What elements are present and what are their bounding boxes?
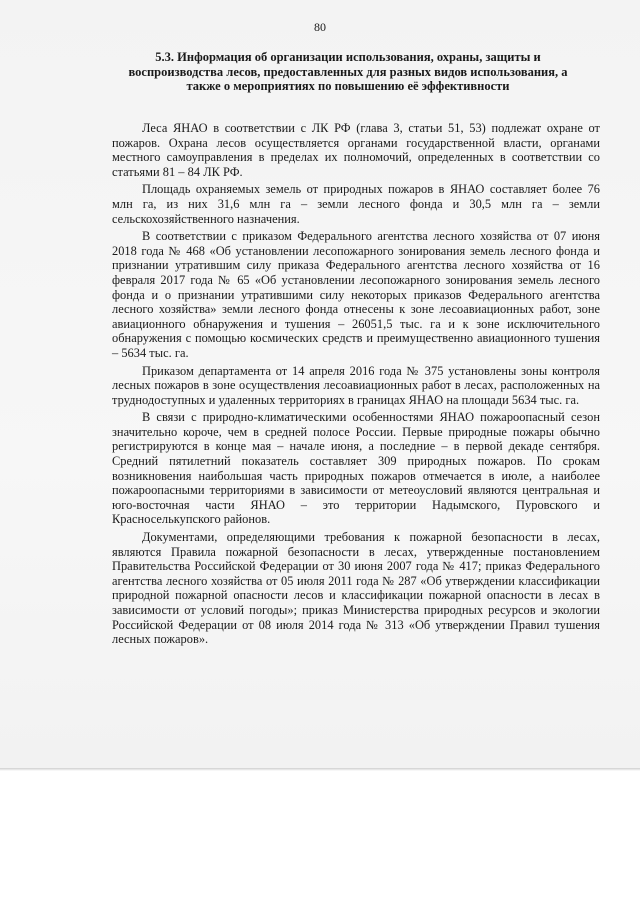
page-number: 80 [314,20,326,34]
body-text [112,121,600,647]
paragraph-control-zones: Приказом департамента от 14 апреля 2016 года № 375 установлены зоны контроля лесных пожаров в зоне осуществления лесоавиационных работ в лесах, расположенных на труднодоступных и удаленных территориях в границах ЯНАО на площади 5634 тыс. га. [112,363,600,407]
paragraph-protected-area: Площадь охраняемых земель от природных пожаров в ЯНАО составляет более 76 млн га, из них 31,6 млн га – земли лесного фонда и 30,5 млн га – земли сельскохозяйственного назначения. [112,182,600,226]
paragraph-fire-zoning: В соответствии с приказом Федерального агентства лесного хозяйства от 07 июня 2018 года № 468 «Об установлении лесопожарного зонирования земель лесного фонда и признании утратившим силу приказа Федерального агентства лесного хозяйства от 16 февраля 2017 года № 65 «Об установлении лесопожарного зонирования земель лесного фонда и о признании утратившими силу некоторых приказов Федерального агентства лесного хозяйства» земли лесного фонда отнесены к зоне лесоавиационных работ, зоне авиационного обнаружения и тушения – 26051,5 тыс. га и к зоне исключительного обнаружения с помощью космических средств и преимущественно авиационного тушения – 5634 тыс. га. [112,229,600,360]
paragraph-fire-season: В связи с природно-климатическими особенностями ЯНАО пожароопасный сезон значительно короче, чем в средней полосе России. Первые природные пожары обычно регистрируются в конце мая – начале июня, а последние – в первой декаде сентября. Средний пятилетний показатель составляет 309 природных пожаров. По срокам возникновения наибольшая часть природных пожаров отмечается в июле, а наиболее пожароопасными территориями в зависимости от метеоусловий являются центральная и юго-восточная части ЯНАО – это территории Надымского, Пуровского и Красноселькупского районов. [112,410,600,527]
paragraph-fire-protection: Леса ЯНАО в соответствии с ЛК РФ (глава 3, статьи 51, 53) подлежат охране от пожаров. Охрана лесов осуществляется органами государственной власти, органами местного самоуправления в пределах их полномочий, определенных в соответствии со статьями 81 – 84 ЛК РФ. [112,121,600,179]
section-heading: 5.3. Информация об организации использования, охраны, защиты и воспроизводства лесов, предоставленных для разных видов использования, а также о мероприятиях по повышению её эффективности [128,50,568,94]
scan-edge [0,768,640,771]
paragraph-regulations: Документами, определяющими требования к пожарной безопасности в лесах, являются Правила пожарной безопасности в лесах, утвержденные постановлением Правительства Российской Федерации от 30 июня 2007 года № 417; приказ Федерального агентства лесного хозяйства от 05 июля 2011 года № 287 «Об утверждении классификации природной пожарной опасности лесов и классификации пожарной опасности в лесах в зависимости от условий погоды»; приказ Министерства природных ресурсов и экологии Российской Федерации от 08 июля 2014 года № 313 «Об утверждении Правил тушения лесных пожаров». [112,530,600,647]
